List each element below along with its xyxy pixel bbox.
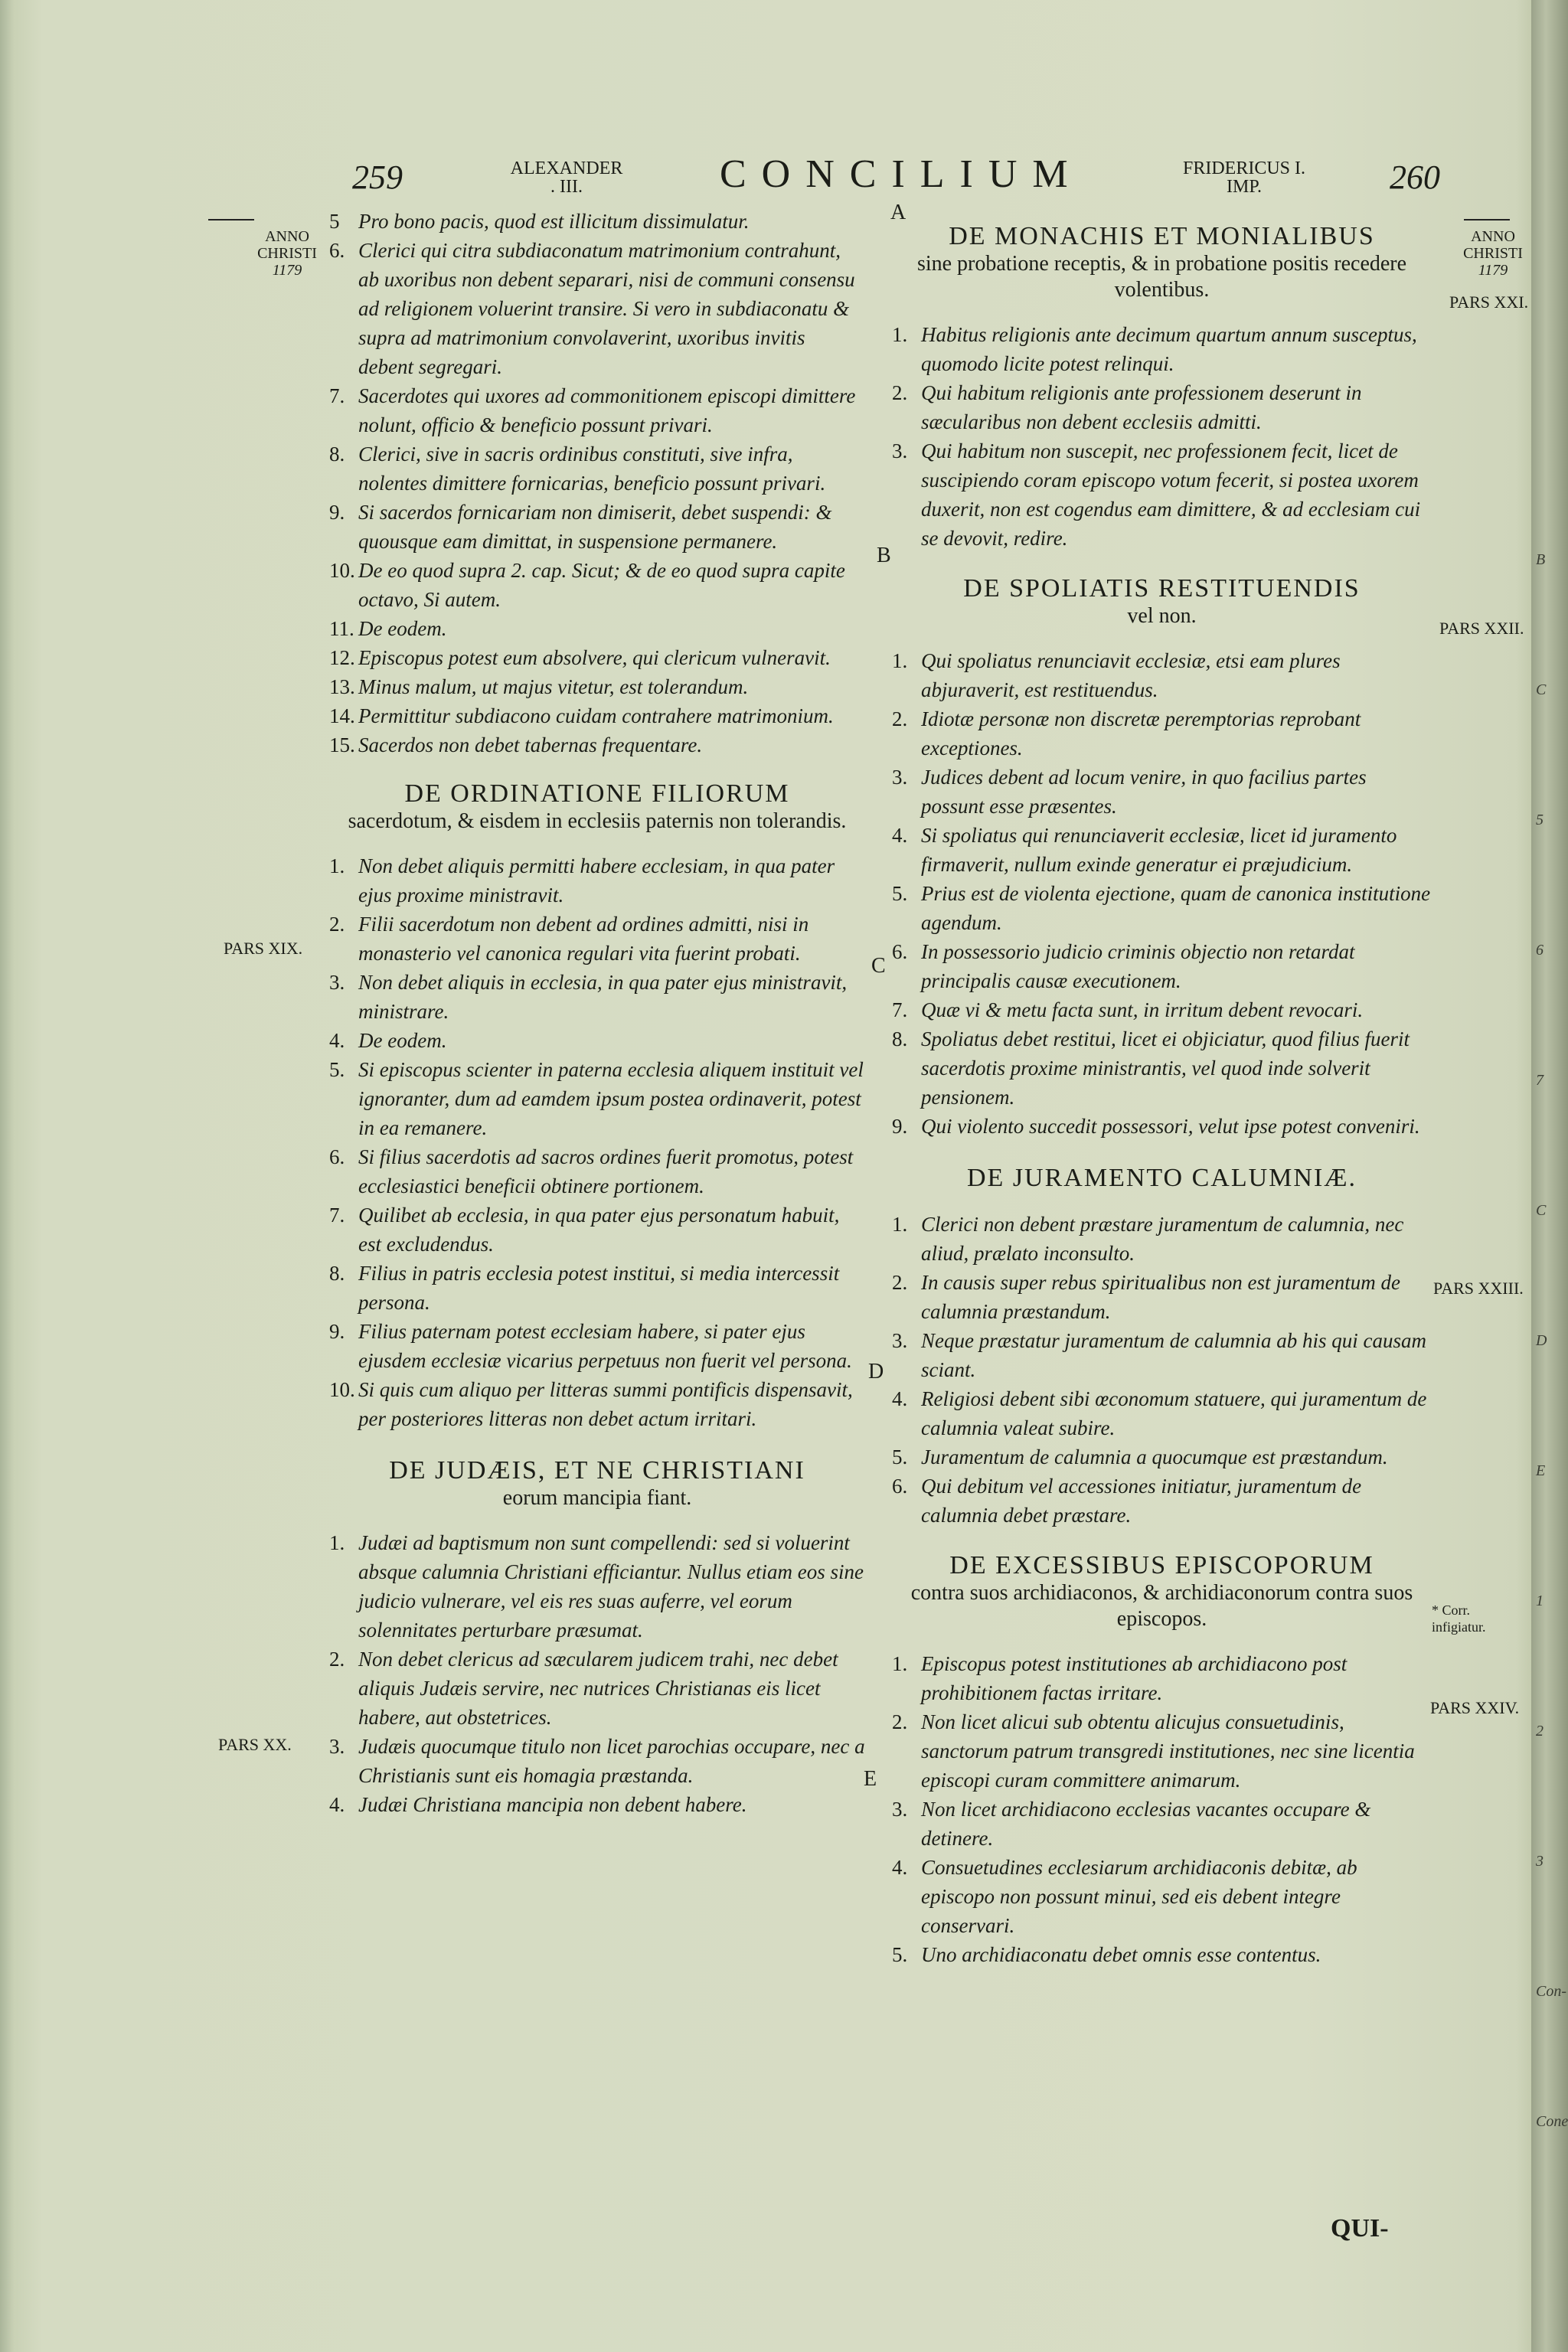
- margin-pars-23: PARS XXIII.: [1433, 1279, 1524, 1298]
- item-number: 6.: [892, 940, 908, 963]
- item-number: 13.: [329, 675, 355, 698]
- edge-fragment: C: [1536, 1202, 1547, 1219]
- right-column: [892, 222, 1432, 1969]
- page-number-right: 260: [1390, 158, 1440, 196]
- item-text: Spoliatus debet restitui, licet ei objiciatur, quod filius fuerit sacerdotis proxime ministrantis, vel quod inde solverit pensionem.: [921, 1027, 1410, 1109]
- item-number: 2.: [892, 707, 908, 730]
- item-number: 10.: [329, 559, 355, 582]
- item-text: In causis super rebus spiritualibus non est juramentum de calumnia præstandum.: [921, 1271, 1400, 1323]
- list-item: [892, 1384, 1432, 1442]
- section-letter-b: B: [877, 544, 891, 567]
- list-item: [892, 937, 1432, 995]
- item-text: Si filius sacerdotis ad sacros ordines fuerit promotus, potest ecclesiastici beneficii obtinere portionem.: [358, 1145, 854, 1197]
- item-number: 3.: [892, 766, 908, 789]
- list-item: [329, 701, 865, 730]
- item-text: Consuetudines ecclesiarum archidiaconis debitæ, ab episcopo non possunt minui, sed eis debent integre conservari.: [921, 1856, 1357, 1937]
- item-number: 3.: [892, 439, 908, 462]
- item-text: Habitus religionis ante decimum quartum annum susceptus, quomodo licite potest relinqui.: [921, 323, 1417, 375]
- item-number: 8.: [329, 1262, 345, 1285]
- item-number: 4.: [329, 1029, 345, 1052]
- item-text: Qui habitum religionis ante professionem deserunt in sæcularibus non debent ecclesiis admitti.: [921, 381, 1362, 433]
- item-text: In possessorio judicio criminis objectio non retardat principalis causæ executionem.: [921, 940, 1355, 992]
- margin-year-right: 1179: [1478, 262, 1508, 279]
- edge-fragment: 6: [1536, 942, 1544, 959]
- adjacent-page-edge: [1531, 0, 1568, 2352]
- list-item: [329, 1142, 865, 1200]
- edge-fragment: Cone: [1536, 2113, 1568, 2130]
- margin-anno-left: [253, 228, 322, 279]
- item-number: 14.: [329, 704, 355, 727]
- section-letter-d: D: [868, 1360, 884, 1383]
- list-item: [329, 1055, 865, 1142]
- item-number: 9.: [329, 501, 345, 524]
- item-number: 5.: [892, 1943, 908, 1966]
- item-number: 5.: [892, 1446, 908, 1468]
- item-text: Neque præstatur juramentum de calumnia ab his qui causam sciant.: [921, 1329, 1426, 1381]
- running-head-left-sub: . III.: [550, 177, 583, 197]
- item-number: 2.: [329, 1648, 345, 1671]
- section-20-subtitle: eorum mancipia fiant.: [502, 1486, 692, 1510]
- list-item: [892, 1795, 1432, 1853]
- running-head-left: [490, 159, 643, 196]
- margin-pars-19: PARS XIX.: [224, 939, 303, 958]
- item-text: Filii sacerdotum non debent ad ordines admitti, nisi in monasterio vel canonica regulari vita fuerint probati.: [358, 913, 809, 965]
- item-text: Non licet alicui sub obtentu alicujus consuetudinis, sanctorum patrum transgredi institutiones, nec sine licentia episcopi curam committere animarum.: [921, 1710, 1415, 1792]
- item-text: Non licet archidiacono ecclesias vacantes occupare & detinere.: [921, 1798, 1371, 1850]
- list-item: [892, 1649, 1432, 1707]
- list-item: [892, 436, 1432, 553]
- list-item: [892, 879, 1432, 937]
- item-number: 5.: [329, 1058, 345, 1081]
- margin-correction-note: * Corr. infigiatur.: [1432, 1602, 1486, 1635]
- section-22-title: DE SPOLIATIS RESTITUENDIS: [963, 574, 1361, 603]
- list-item: [329, 643, 865, 672]
- item-text: Judæi ad baptismum non sunt compellendi: sed si voluerint absque calumnia Christiani efficiantur. Nullus etiam eos sine judicio vulnerare, vel eis res suas auferre, vel eorum solennitates perturbare præsumat.: [358, 1531, 864, 1642]
- item-number: 5: [329, 210, 340, 233]
- section-21-title: DE MONACHIS ET MONIALIBUS: [949, 222, 1375, 250]
- edge-fragment: 3: [1536, 1853, 1544, 1870]
- item-text: Prius est de violenta ejectione, quam de canonica institutione agendum.: [921, 882, 1431, 934]
- list-item: [329, 1026, 865, 1055]
- item-text: De eodem.: [358, 1029, 447, 1052]
- list-item: [892, 1472, 1432, 1530]
- item-number: 9.: [892, 1115, 908, 1138]
- item-text: Filius in patris ecclesia potest institui, si media intercessit persona.: [358, 1262, 840, 1314]
- edge-fragment: B: [1536, 551, 1546, 568]
- left-items-top: [329, 207, 865, 760]
- list-item: [329, 1200, 865, 1259]
- margin-christi-word: CHRISTI: [257, 245, 317, 262]
- section-24-title: DE EXCESSIBUS EPISCOPORUM: [949, 1551, 1374, 1579]
- item-text: Filius paternam potest ecclesiam habere, si pater ejus ejusdem ecclesiæ vicarius perpetuus non fuerit vel persona.: [358, 1320, 852, 1372]
- margin-pars-24: PARS XXIV.: [1430, 1698, 1520, 1717]
- header-rule-left: [208, 219, 254, 220]
- item-text: Episcopus potest institutiones ab archidiacono post prohibitionem factas irritare.: [921, 1652, 1348, 1704]
- running-head-right-name: FRIDERICUS I.: [1182, 158, 1306, 178]
- item-text: Permittitur subdiacono cuidam contrahere matrimonium.: [358, 704, 834, 727]
- section-20-title: DE JUDÆIS, ET NE CHRISTIANI: [389, 1456, 805, 1485]
- item-number: 12.: [329, 646, 355, 669]
- list-item: [329, 1732, 865, 1790]
- item-number: 8.: [329, 443, 345, 466]
- item-number: 6.: [329, 239, 345, 262]
- list-item: [329, 236, 865, 381]
- list-item: [892, 378, 1432, 436]
- item-text: De eo quod supra 2. cap. Sicut; & de eo quod supra capite octavo, Si autem.: [358, 559, 845, 611]
- item-text: Qui debitum vel accessiones initiatur, juramentum de calumnia debet præstare.: [921, 1475, 1362, 1527]
- item-number: 15.: [329, 733, 355, 756]
- list-item: [892, 1940, 1432, 1969]
- item-number: 6.: [892, 1475, 908, 1498]
- item-text: Non debet clericus ad sæcularem judicem trahi, nec debet aliquis Judæis servire, nec nutrices Christianas eis licet habere, aut obstetrices.: [358, 1648, 838, 1729]
- item-number: 2.: [892, 381, 908, 404]
- list-item: [329, 730, 865, 760]
- item-number: 8.: [892, 1027, 908, 1050]
- list-item: [892, 763, 1432, 821]
- list-item: [329, 1528, 865, 1645]
- item-text: Non debet aliquis in ecclesia, in qua pater ejus ministravit, ministrare.: [358, 971, 848, 1023]
- list-item: [329, 1317, 865, 1375]
- header-rule-right: [1464, 219, 1510, 220]
- list-item: [329, 439, 865, 498]
- edge-fragment: Con-: [1536, 1983, 1566, 2000]
- margin-anno-right: [1459, 228, 1527, 279]
- item-text: Non debet aliquis permitti habere ecclesiam, in qua pater ejus proxime ministravit.: [358, 854, 835, 906]
- running-head-right: [1171, 159, 1317, 196]
- item-text: Quilibet ab ecclesia, in qua pater ejus personatum habuit, est excludendus.: [358, 1204, 840, 1256]
- list-item: [329, 614, 865, 643]
- edge-fragment: D: [1536, 1332, 1547, 1349]
- item-text: Judices debent ad locum venire, in quo facilius partes possunt esse præsentes.: [921, 766, 1367, 818]
- item-number: 2.: [892, 1710, 908, 1733]
- item-text: Clerici non debent præstare juramentum de calumnia, nec aliud, prælato inconsulto.: [921, 1213, 1404, 1265]
- item-text: Si sacerdos fornicariam non dimiserit, debet suspendi: & quousque eam dimittat, in suspensione permanere.: [358, 501, 832, 553]
- item-number: 1.: [892, 1213, 908, 1236]
- edge-fragment: 7: [1536, 1072, 1544, 1089]
- item-text: De eodem.: [358, 617, 447, 640]
- list-item: [329, 1790, 865, 1819]
- section-21-items: [892, 320, 1432, 553]
- item-text: Qui spoliatus renunciavit ecclesiæ, etsi eam plures abjuraverit, est restituendus.: [921, 649, 1341, 701]
- list-item: [329, 1645, 865, 1732]
- list-item: [892, 1210, 1432, 1268]
- section-19-title: DE ORDINATIONE FILIORUM: [404, 779, 790, 808]
- section-23-items: [892, 1210, 1432, 1530]
- item-text: Qui habitum non suscepit, nec professionem fecit, licet de suscipiendo coram episcopo votum fecerit, si postea uxorem duxerit, non est cogendus eam dimittere, & ad ecclesiam cui se devovit, redire.: [921, 439, 1421, 550]
- list-item: [892, 821, 1432, 879]
- section-19-items: [329, 851, 865, 1433]
- list-item: [892, 995, 1432, 1024]
- item-number: 11.: [329, 617, 354, 640]
- item-text: Sacerdotes qui uxores ad commonitionem episcopi dimittere nolunt, officio & beneficio possunt privari.: [358, 384, 856, 436]
- running-head-left-name: ALEXANDER: [510, 158, 623, 178]
- page-title: CONCILIUM: [720, 152, 1083, 196]
- item-number: 3.: [892, 1798, 908, 1821]
- list-item: [892, 320, 1432, 378]
- section-19-subtitle: sacerdotum, & eisdem in ecclesiis paternis non tolerandis.: [348, 809, 847, 833]
- margin-anno-word: ANNO: [265, 228, 309, 245]
- list-item: [892, 1268, 1432, 1326]
- list-item: [892, 1024, 1432, 1112]
- item-text: Uno archidiaconatu debet omnis esse contentus.: [921, 1943, 1321, 1966]
- item-text: Clerici qui citra subdiaconatum matrimonium contrahunt, ab uxoribus non debent separari, nisi de communi consensu ad religionem voluerint transire. Si vero in subdiaconatu & supra ad matrimonium convolaverint, uxoribus invitis debent segregari.: [358, 239, 855, 378]
- list-item: [329, 498, 865, 556]
- margin-pars-21: PARS XXI.: [1449, 292, 1529, 312]
- list-item: [329, 1375, 865, 1433]
- item-number: 10.: [329, 1378, 355, 1401]
- item-number: 1.: [892, 649, 908, 672]
- item-text: Si spoliatus qui renunciaverit ecclesiæ, licet id juramento firmaverit, nullum exinde generatur ei præjudicium.: [921, 824, 1397, 876]
- list-item: [329, 381, 865, 439]
- margin-christi-word-right: CHRISTI: [1463, 245, 1523, 262]
- item-number: 1.: [329, 1531, 345, 1554]
- item-number: 2.: [329, 913, 345, 936]
- item-number: 7.: [329, 1204, 345, 1227]
- item-text: Qui violento succedit possessori, velut ipse potest conveniri.: [921, 1115, 1420, 1138]
- item-text: Juramentum de calumnia a quocumque est præstandum.: [921, 1446, 1388, 1468]
- margin-anno-word-right: ANNO: [1471, 228, 1515, 245]
- item-number: 4.: [329, 1793, 345, 1816]
- item-text: Sacerdos non debet tabernas frequentare.: [358, 733, 703, 756]
- item-text: Episcopus potest eum absolvere, qui clericum vulneravit.: [358, 646, 831, 669]
- edge-fragment: 2: [1536, 1723, 1544, 1740]
- item-number: 7.: [329, 384, 345, 407]
- item-text: Minus malum, ut majus vitetur, est tolerandum.: [358, 675, 749, 698]
- catchword: QUI-: [1331, 2214, 1389, 2243]
- edge-fragment: E: [1536, 1462, 1546, 1479]
- left-column: [329, 207, 865, 1819]
- item-number: 5.: [892, 882, 908, 905]
- item-text: Clerici, sive in sacris ordinibus constituti, sive infra, nolentes dimittere fornicarias, beneficio possunt privari.: [358, 443, 826, 495]
- section-letter-c: C: [871, 954, 886, 978]
- item-number: 4.: [892, 1856, 908, 1879]
- item-text: Judæi Christiana mancipia non debent habere.: [358, 1793, 747, 1816]
- margin-year-left: 1179: [272, 262, 302, 279]
- section-23-title: DE JURAMENTO CALUMNIÆ.: [967, 1164, 1357, 1192]
- item-number: 3.: [329, 971, 345, 994]
- section-22-items: [892, 646, 1432, 1141]
- item-number: 3.: [892, 1329, 908, 1352]
- item-text: Idiotæ personæ non discretæ peremptorias reprobant exceptiones.: [921, 707, 1361, 760]
- margin-pars-20: PARS XX.: [218, 1735, 292, 1754]
- item-number: 4.: [892, 824, 908, 847]
- item-number: 1.: [892, 323, 908, 346]
- list-item: [892, 1326, 1432, 1384]
- section-20-items: [329, 1528, 865, 1819]
- edge-fragment: C: [1536, 681, 1547, 698]
- item-text: Pro bono pacis, quod est illicitum dissimulatur.: [358, 210, 750, 233]
- list-item: [892, 646, 1432, 704]
- list-item: [329, 910, 865, 968]
- section-letter-e: E: [864, 1767, 877, 1791]
- item-text: Si episcopus scienter in paterna ecclesia aliquem instituit vel ignoranter, dum ad eamdem ipsum postea ordinaverit, potest in ea remanere.: [358, 1058, 864, 1139]
- item-text: Quæ vi & metu facta sunt, in irritum debent revocari.: [921, 998, 1364, 1021]
- list-item: [892, 704, 1432, 763]
- list-item: [892, 1112, 1432, 1141]
- item-text: Si quis cum aliquo per litteras summi pontificis dispensavit, per posteriores litteras non debet actum irritari.: [358, 1378, 853, 1430]
- item-number: 7.: [892, 998, 908, 1021]
- page-number-left: 259: [352, 158, 403, 196]
- section-22-subtitle: vel non.: [1127, 604, 1197, 628]
- item-number: 6.: [329, 1145, 345, 1168]
- item-number: 1.: [892, 1652, 908, 1675]
- list-item: [892, 1707, 1432, 1795]
- item-text: Judæis quocumque titulo non licet parochias occupare, nec a Christianis sunt eis homagia præstanda.: [358, 1735, 865, 1787]
- margin-pars-22: PARS XXII.: [1439, 619, 1524, 638]
- item-number: 1.: [329, 854, 345, 877]
- list-item: [892, 1442, 1432, 1472]
- item-text: Religiosi debent sibi œconomum statuere, qui juramentum de calumnia valeat subire.: [921, 1387, 1427, 1439]
- item-number: 9.: [329, 1320, 345, 1343]
- list-item: [329, 1259, 865, 1317]
- item-number: 3.: [329, 1735, 345, 1758]
- section-21-subtitle: sine probatione receptis, & in probatione positis recedere volentibus.: [916, 252, 1407, 302]
- list-item: [329, 851, 865, 910]
- section-24-subtitle: contra suos archidiaconos, & archidiaconorum contra suos episcopos.: [910, 1581, 1413, 1631]
- edge-fragment: 1: [1536, 1592, 1544, 1609]
- section-letter-a: A: [890, 201, 906, 224]
- running-head-right-sub: IMP.: [1226, 177, 1263, 197]
- section-24-items: [892, 1649, 1432, 1969]
- list-item: [329, 207, 865, 236]
- item-number: 4.: [892, 1387, 908, 1410]
- list-item: [329, 672, 865, 701]
- list-item: [329, 968, 865, 1026]
- edge-fragment: 5: [1536, 812, 1544, 828]
- list-item: [892, 1853, 1432, 1940]
- item-number: 2.: [892, 1271, 908, 1294]
- list-item: [329, 556, 865, 614]
